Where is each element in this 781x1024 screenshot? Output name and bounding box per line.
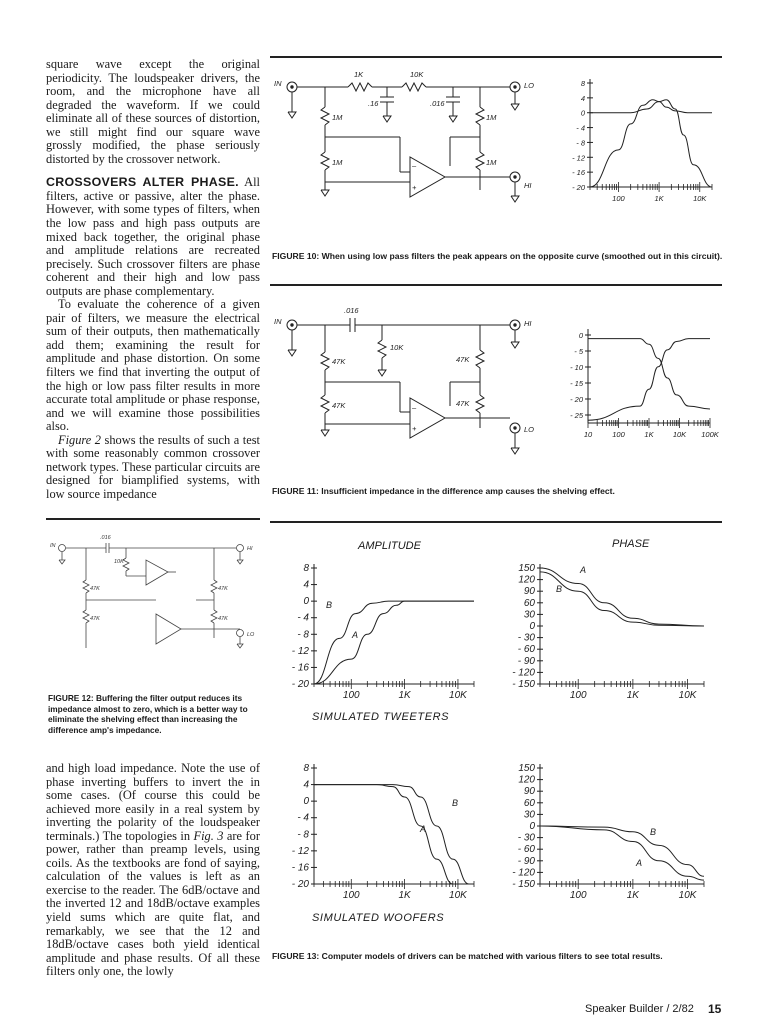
x-tick-label: 100 — [569, 690, 587, 701]
y-tick-label: 60 — [523, 797, 535, 809]
x-tick-label: 100 — [342, 690, 360, 701]
fig13-phase-woofers — [500, 760, 710, 910]
fig12-caption-label: FIGURE 12: — [48, 693, 94, 703]
y-tick-label: - 5 — [574, 347, 583, 356]
x-tick-label: 1K — [398, 890, 411, 901]
fig10-caption — [272, 251, 724, 262]
y-tick-label: - 150 — [512, 879, 535, 890]
fig10-label-minus: – — [412, 161, 417, 170]
x-tick-label: 100 — [612, 194, 625, 203]
series-label: B — [326, 600, 333, 610]
fig10-label-in: IN — [274, 79, 282, 88]
fig10-label-r3: 1M — [332, 113, 343, 122]
footer-journal: Speaker Builder / 2/82 — [585, 1003, 694, 1015]
y-tick-label: - 12 — [291, 645, 309, 657]
paragraph-text: All filters, active or passive, alter the phase. However, with some types of filters, when the low pass and high pass outputs are mixed back together, the original phase and amplitude relations are recreated precisely. Such crossover filters are phase coherent and their high and low pass outputs are phase complementary. — [46, 175, 260, 298]
paragraph — [46, 762, 260, 979]
fig10-label-c1: .16 — [368, 99, 379, 108]
y-tick-label: 150 — [518, 563, 535, 574]
x-tick-label: 100K — [701, 430, 719, 439]
y-tick-label: - 20 — [291, 879, 309, 890]
fig10-label-r6: 1M — [486, 158, 497, 167]
fig12-label-r2: 47K — [90, 586, 100, 592]
fig10-schematic — [270, 62, 560, 262]
paragraph: To evaluate the coherence of a given pair of filters, we measure the electrical sum of their outputs, then mathematically add them; examining the result for amplitude and phase distortion. On some filters we find that inverting the output of the high or low pass filter results in more accurate total amplitude or phase response, and we will examine those possibilities also. — [46, 297, 260, 434]
y-tick-label: 0 — [303, 796, 309, 808]
fig13-caption — [272, 951, 724, 962]
y-tick-label: - 4 — [297, 812, 309, 824]
fig11-label-lo: LO — [524, 425, 535, 434]
figure-ref: Fig. 3 — [193, 828, 224, 843]
x-tick-label: 10 — [583, 430, 593, 439]
fig11-caption — [272, 486, 724, 497]
fig12-caption-text: Buffering the filter output reduces its impedance almost to zero, which is a better way to eliminate the shelving effect than increasing the difference amp's impedance. — [48, 693, 248, 735]
y-tick-label: 4 — [303, 579, 309, 591]
y-tick-label: - 60 — [517, 644, 535, 656]
y-tick-label: - 12 — [572, 153, 585, 163]
fig13-caption-label: FIGURE 13: — [272, 951, 320, 961]
fig13-amplitude-title: AMPLITUDE — [358, 540, 421, 552]
x-tick-label: 1K — [398, 690, 411, 701]
series-line-B — [314, 785, 469, 884]
y-tick-label: 8 — [303, 563, 309, 574]
x-tick-label: 1K — [626, 890, 639, 901]
rule — [270, 56, 722, 58]
footer-page-number: 15 — [708, 1002, 722, 1016]
x-tick-label: 10K — [693, 194, 707, 203]
fig11-caption-label: FIGURE 11: — [272, 486, 319, 496]
y-tick-label: - 90 — [517, 655, 535, 667]
fig12-label-c1: .016 — [100, 535, 111, 541]
series-line-A — [314, 601, 474, 684]
fig13-woofers-label: SIMULATED WOOFERS — [312, 912, 445, 924]
series-label: A — [580, 565, 587, 575]
x-tick-label: 1K — [644, 430, 654, 439]
fig13-amplitude-tweeters — [280, 560, 480, 710]
y-tick-label: 0 — [580, 108, 585, 118]
y-tick-label: - 12 — [291, 845, 309, 857]
y-tick-label: - 120 — [512, 867, 535, 879]
series-line-0 — [588, 339, 710, 421]
y-tick-label: - 20 — [572, 183, 585, 192]
fig11-label-r3: 47K — [332, 401, 346, 410]
fig12-label-r4: 47K — [218, 586, 228, 592]
fig10-label-c2: .016 — [430, 99, 445, 108]
series-label: A — [420, 824, 427, 834]
series-line-A — [540, 568, 704, 626]
fig10-label-r1: 1K — [354, 70, 364, 79]
y-tick-label: - 10 — [570, 363, 583, 372]
paragraph — [46, 434, 260, 502]
x-tick-label: 10K — [449, 690, 467, 701]
fig11-label-in: IN — [274, 317, 282, 326]
y-tick-label: - 30 — [517, 632, 535, 644]
fig13-phase-title: PHASE — [612, 538, 650, 550]
y-tick-label: 8 — [580, 79, 585, 88]
series-line-B — [540, 826, 704, 876]
y-tick-label: - 8 — [297, 629, 309, 641]
fig10-caption-text: When using low pass filters the peak appears on the opposite curve (smoothed out in this circuit). — [319, 251, 723, 261]
fig12-label-r5: 47K — [218, 616, 228, 622]
fig10-label-hi: HI — [524, 181, 532, 190]
x-tick-label: 10K — [678, 890, 697, 901]
y-tick-label: - 8 — [297, 829, 309, 841]
fig11-label-r5: 47K — [456, 399, 470, 408]
y-tick-label: - 20 — [291, 679, 309, 690]
y-tick-label: 0 — [529, 621, 535, 632]
y-tick-label: - 8 — [576, 138, 585, 148]
y-tick-label: - 20 — [570, 395, 583, 404]
fig11-label-plus: + — [412, 424, 417, 433]
fig11-label-r2: 47K — [332, 357, 346, 366]
y-tick-label: 0 — [578, 331, 583, 340]
x-tick-label: 10K — [672, 430, 687, 439]
paragraph: square wave except the original periodicity. The loudspeaker drivers, the room, and the microphone have all degraded the waveform. If we could eliminate all of these sources of distortion, we still might find our square wave grossly modified, the phase seriously distorted by the crossover network. — [46, 57, 260, 166]
x-tick-label: 100 — [342, 890, 360, 901]
series-label: B — [650, 827, 657, 837]
fig12-label-r1: 10K — [114, 559, 124, 565]
left-column-bottom — [46, 762, 260, 979]
y-tick-label: - 60 — [517, 844, 535, 856]
x-tick-label: 1K — [654, 194, 664, 203]
x-tick-label: 10K — [678, 690, 697, 701]
y-tick-label: 150 — [518, 763, 535, 774]
fig11-label-minus: – — [412, 403, 417, 412]
y-tick-label: - 16 — [291, 662, 309, 674]
paragraph-text: shows the results of such a test with some reasonably common crossover network types. These particular circuits are designed for biamplified systems, with low source impedance — [46, 432, 260, 501]
series-line-B — [314, 601, 474, 684]
x-tick-label: 100 — [569, 890, 587, 901]
fig11-caption-text: Insufficient impedance in the difference amp causes the shelving effect. — [318, 486, 615, 496]
section-heading: CROSSOVERS ALTER PHASE. — [46, 175, 239, 190]
y-tick-label: 30 — [523, 609, 535, 621]
y-tick-label: 120 — [518, 774, 535, 786]
fig12-label-in: IN — [50, 543, 56, 549]
fig13-amplitude-woofers — [280, 760, 480, 910]
fig12-label-lo: LO — [247, 632, 255, 638]
fig11-label-hi: HI — [524, 319, 532, 328]
fig13-tweeters-label: SIMULATED TWEETERS — [312, 711, 450, 723]
series-line-A — [314, 785, 453, 884]
fig11-label-c1: .016 — [344, 306, 359, 315]
y-tick-label: - 15 — [570, 379, 583, 388]
fig10-chart — [560, 75, 720, 205]
x-tick-label: 1K — [626, 690, 639, 701]
fig13-caption-text: Computer models of drivers can be matched with various filters to see total results. — [319, 951, 663, 961]
fig10-label-r4: 1M — [332, 158, 343, 167]
y-tick-label: 90 — [523, 786, 535, 798]
y-tick-label: - 4 — [576, 123, 585, 133]
fig12-schematic — [46, 530, 260, 660]
fig12-caption — [48, 693, 260, 735]
y-tick-label: 60 — [523, 597, 535, 609]
fig10-label-lo: LO — [524, 81, 535, 90]
fig12-label-r3: 47K — [90, 616, 100, 622]
rule — [270, 521, 722, 523]
series-label: A — [636, 858, 643, 868]
series-label: B — [556, 584, 563, 594]
x-tick-label: 100 — [612, 430, 625, 439]
fig10-label-plus: + — [412, 183, 417, 192]
y-tick-label: 90 — [523, 586, 535, 598]
fig11-label-r1: 10K — [390, 343, 404, 352]
series-label: B — [452, 798, 459, 808]
series-line-A — [540, 826, 704, 880]
series-label: A — [352, 630, 359, 640]
y-tick-label: - 4 — [297, 612, 309, 624]
y-tick-label: 30 — [523, 809, 535, 821]
fig10-label-r2: 10K — [410, 70, 424, 79]
rule — [46, 518, 260, 520]
y-tick-label: 8 — [303, 763, 309, 774]
series-line-1 — [588, 339, 710, 409]
y-tick-label: - 16 — [291, 862, 309, 874]
y-tick-label: 4 — [303, 779, 309, 791]
y-tick-label: - 120 — [512, 667, 535, 679]
y-tick-label: - 25 — [570, 411, 583, 420]
rule — [270, 284, 722, 286]
fig12-label-hi: HI — [247, 546, 253, 552]
figure-ref: Figure 2 — [58, 432, 101, 447]
fig10-label-r5: 1M — [486, 113, 497, 122]
y-tick-label: 120 — [518, 574, 535, 586]
fig11-schematic — [270, 300, 560, 470]
y-tick-label: - 30 — [517, 832, 535, 844]
paragraph-text: are for power, rather than preamp levels, using coils. As the textbooks are fond of saying, calculation of the values is left as an exercise to the reader. The 6dB/octave and the inverted 12 and 18dB/octave examples yield sums which are quite flat, and remarkably, we see that the 12 and 18dB/octave cases both yield identical amplitude and phase results. Of all these filters only one, the lowly — [46, 828, 260, 979]
fig11-label-r4: 47K — [456, 355, 470, 364]
x-tick-label: 10K — [449, 890, 467, 901]
y-tick-label: 4 — [580, 93, 585, 103]
y-tick-label: - 90 — [517, 855, 535, 867]
fig10-caption-label: FIGURE 10: — [272, 251, 320, 261]
fig13-phase-tweeters — [500, 560, 710, 710]
fig11-chart — [558, 325, 718, 445]
y-tick-label: 0 — [303, 596, 309, 608]
y-tick-label: - 16 — [572, 168, 585, 178]
left-column-top — [46, 58, 260, 502]
paragraph-text: and high load impedance. Note the use of phase inverting buffers to invert the in some cases. (Of course this could be achieved more easily in a real system by inverting the polarity of the loudspeaker terminals.) The topologies in — [46, 761, 260, 843]
y-tick-label: 0 — [529, 821, 535, 832]
y-tick-label: - 150 — [512, 679, 535, 690]
